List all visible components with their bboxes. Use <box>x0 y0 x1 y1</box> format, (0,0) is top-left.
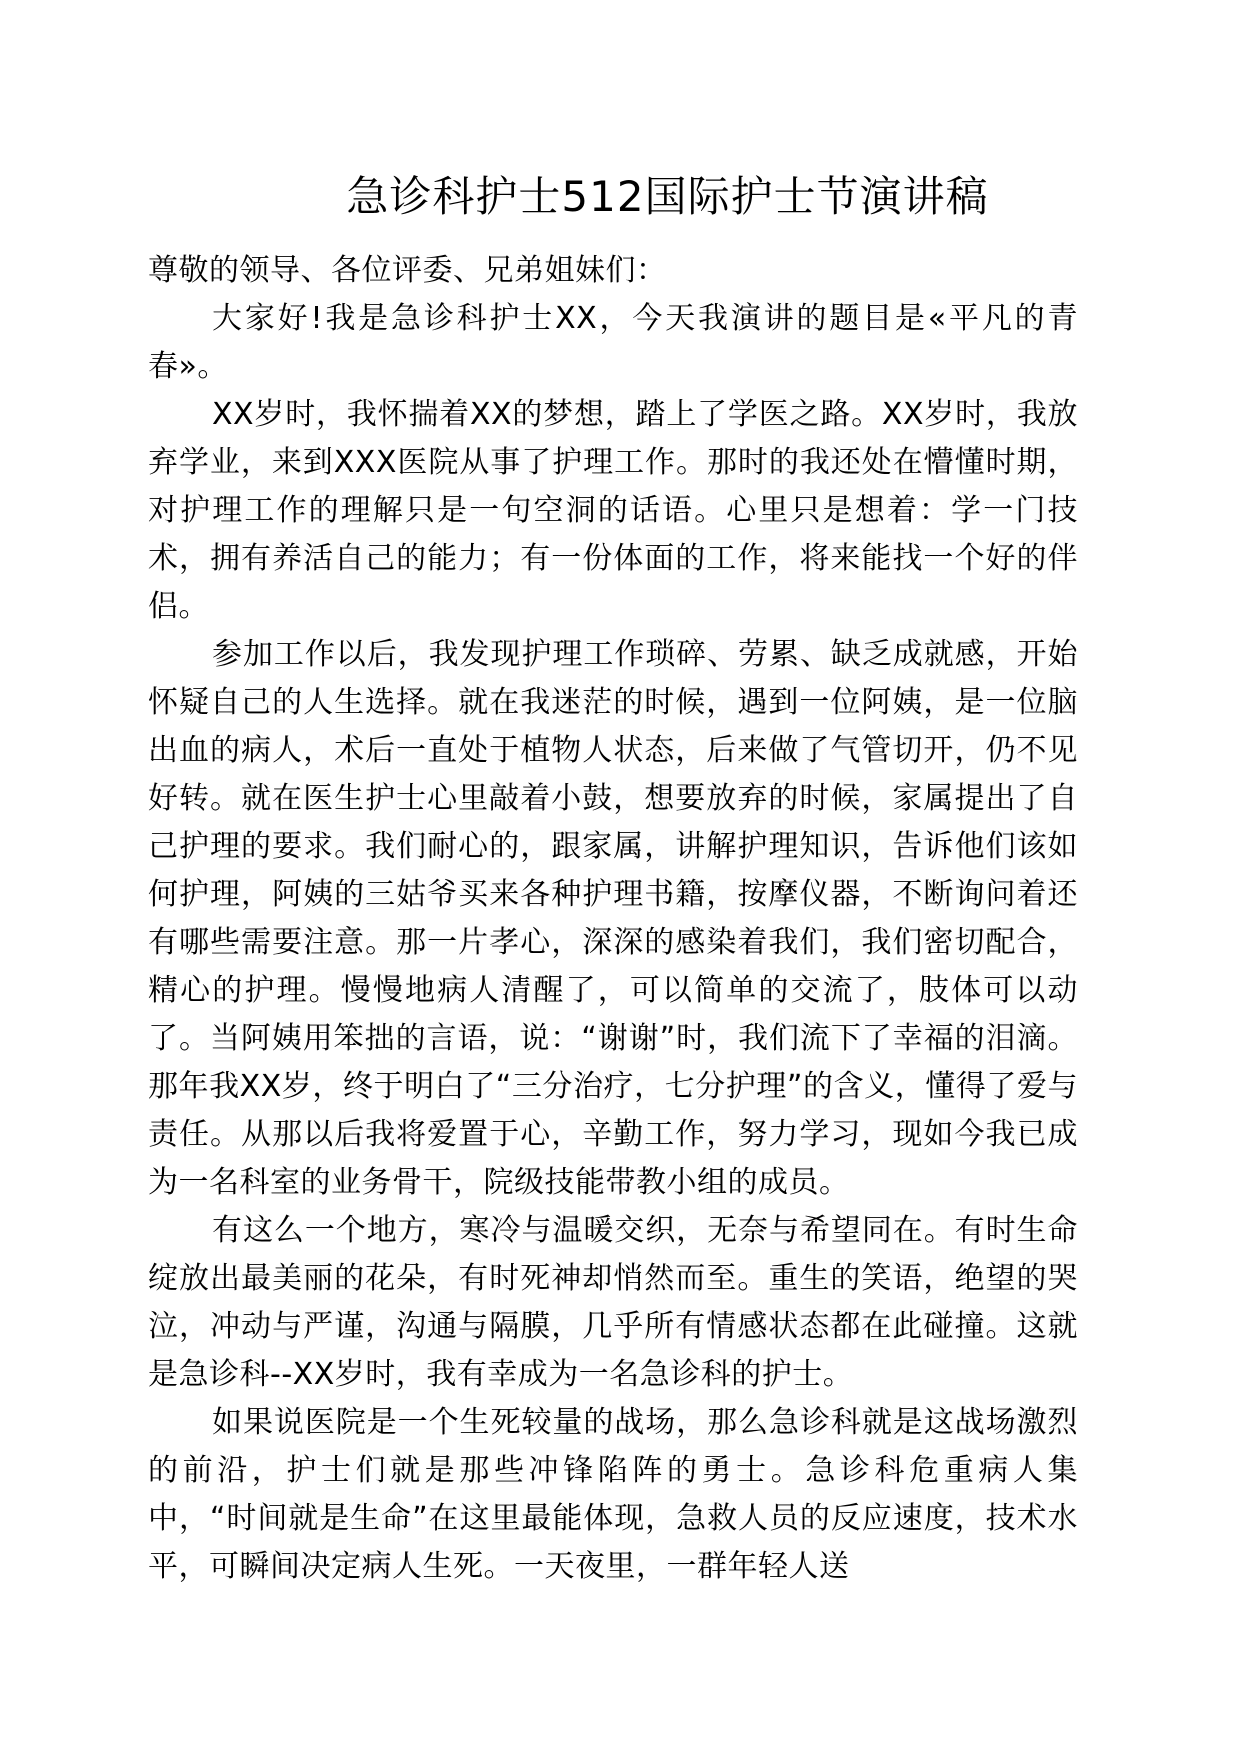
paragraph-3: 参加工作以后，我发现护理工作琐碎、劳累、缺乏成就感，开始怀疑自己的人生选择。就在我迷茫的时候，遇到一位阿姨，是一位脑出血的病人，术后一直处于植物人状态，后来做了气管切开，仍不见好转。就在医生护士心里敲着小鼓，想要放弃的时候，家属提出了自己护理的要求。我们耐心的，跟家属，讲解护理知识，告诉他们该如何护理，阿姨的三姑爷买来各种护理书籍，按摩仪器，不断询问着还有哪些需要注意。那一片孝心，深深的感染着我们，我们密切配合，精心的护理。慢慢地病人清醒了，可以简单的交流了，肢体可以动了。当阿姨用笨拙的言语，说：“谢谢”时，我们流下了幸福的泪滴。那年我XX岁，终于明白了“三分治疗，七分护理”的含义，懂得了爱与责任。从那以后我将爱置于心，辛勤工作，努力学习，现如今我已成为一名科室的业务骨干，院级技能带教小组的成员。 <box>148 637 1078 1200</box>
salutation: 尊敬的领导、各位评委、兄弟姐妹们： <box>148 253 667 288</box>
paragraph-5: 如果说医院是一个生死较量的战场，那么急诊科就是这战场激烈的前沿，护士们就是那些冲锋陷阵的勇士。急诊科危重病人集中，“时间就是生命”在这里最能体现，急救人员的反应速度，技术水平，可瞬间决定病人生死。一天夜里，一群年轻人送 <box>148 1405 1078 1584</box>
paragraph-4: 有这么一个地方，寒冷与温暖交织，无奈与希望同在。有时生命绽放出最美丽的花朵，有时死神却悄然而至。重生的笑语，绝望的哭泣，冲动与严谨，沟通与隔膜，几乎所有情感状态都在此碰撞。这就是急诊科--XX岁时，我有幸成为一名急诊科的护士。 <box>148 1213 1078 1392</box>
document-title: 急诊科护士512国际护士节演讲稿 <box>346 172 989 221</box>
paragraph-1: 大家好!我是急诊科护士XX，今天我演讲的题目是«平凡的青春»。 <box>148 301 1078 384</box>
document-body <box>148 247 1078 1591</box>
paragraph-2: XX岁时，我怀揣着XX的梦想，踏上了学医之路。XX岁时，我放弃学业，来到XXX医院从事了护理工作。那时的我还处在懵懂时期，对护理工作的理解只是一句空洞的话语。心里只是想着：学一门技术，拥有养活自己的能力；有一份体面的工作，将来能找一个好的伴侣。 <box>148 397 1078 624</box>
